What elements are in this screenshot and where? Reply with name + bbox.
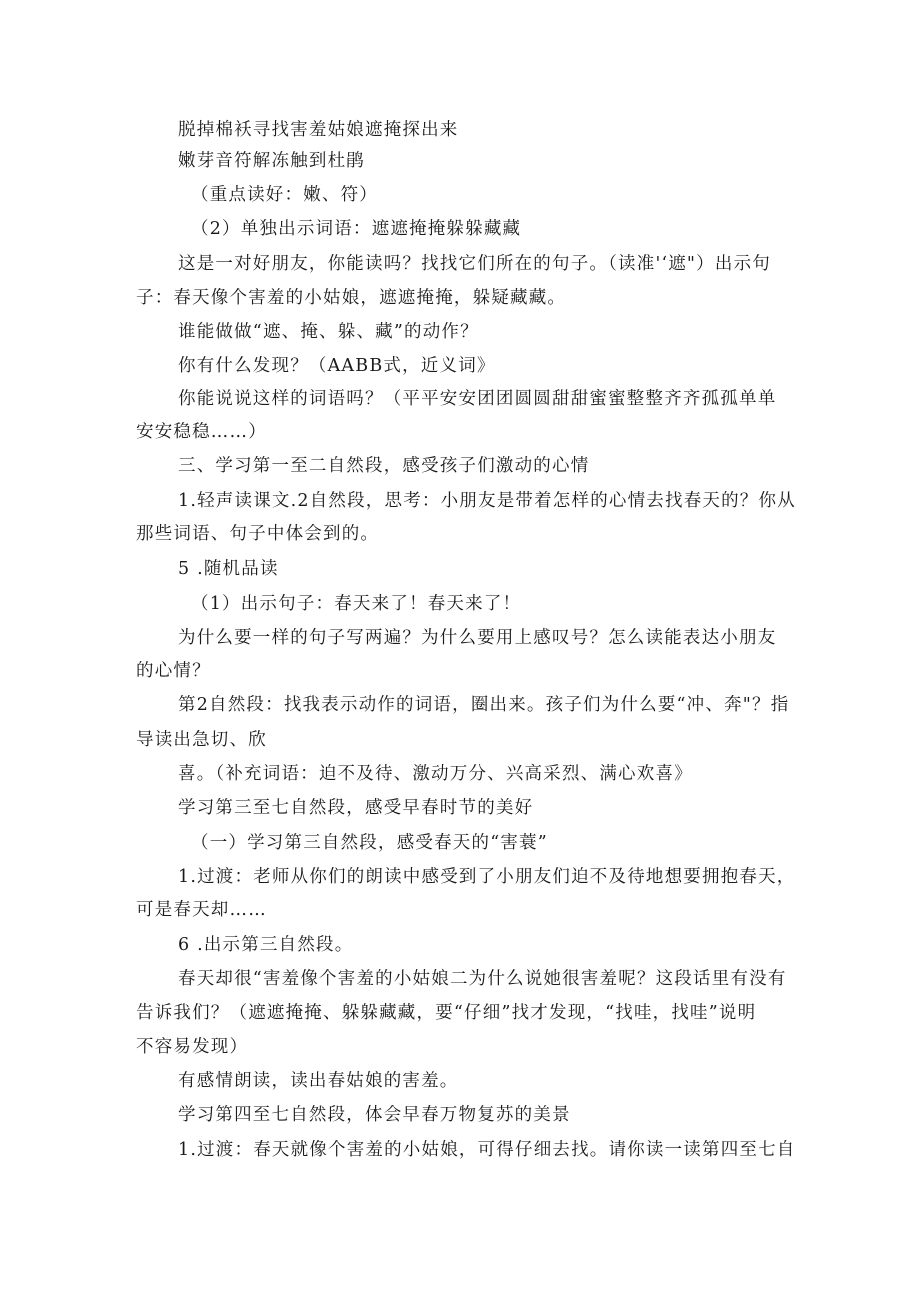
text-line: 你能说说这样的词语吗？（平平安安团团圆圆甜甜蜜蜜整整齐齐孤孤单单 (178, 389, 777, 409)
text-line: （重点读好：嫩、符） (191, 185, 378, 205)
text-line: 的心情？ (136, 661, 211, 681)
text-line: 谁能做做“遮、掩、躲、藏”的动作？ (178, 322, 479, 342)
text-line: （1）出示句子：春天来了！春天来了！ (191, 594, 522, 614)
text-line: （2）单独出示词语：遮遮掩掩躲躲藏藏 (191, 219, 522, 239)
section-heading: 学习第三至七自然段，感受早春时节的美好 (178, 798, 534, 818)
text-line: 脱掉棉袄寻找害羞姑娘遮掩探出来 (178, 120, 459, 140)
text-line: 第2自然段：找我表示动作的词语，圈出来。孩子们为什么要“冲、奔"？指 (178, 695, 790, 715)
text-line: 1.过渡：春天就像个害羞的小姑娘，可得仔细去找。请你读一读第四至七自 (178, 1140, 796, 1160)
text-line: 这是一对好朋友，你能读吗？找找它们所在的句子。（读准'‘遮"）出示句 (178, 254, 771, 274)
section-heading: 学习第四至七自然段，体会早春万物复苏的美景 (178, 1105, 571, 1125)
text-line: 为什么要一样的句子写两遍？为什么要用上感叹号？怎么读能表达小朋友 (178, 628, 777, 648)
text-line: 可是春天却…… (136, 900, 267, 920)
text-line: （一）学习第三自然段，感受春天的“害蓑” (191, 833, 548, 853)
text-line: 你有什么发现？（AABB式，近义词》 (178, 356, 496, 376)
text-line: 告诉我们？（遮遮掩掩、躲躲藏藏，要“仔细”找才发现，“找哇，找哇”说明 (136, 1003, 757, 1023)
text-line: 6 .出示第三自然段。 (178, 935, 354, 955)
text-line: 春天却很“害羞像个害羞的小姑娘二为什么说她很害羞呢？这段话里有没有 (178, 969, 787, 989)
text-line: 有感情朗读，读出春姑娘的害羞。 (178, 1071, 459, 1091)
text-line: 导读出急切、欣 (136, 730, 267, 750)
text-line: 1.过渡：老师从你们的朗读中感受到了小朋友们迫不及待地想要拥抱春天， (178, 867, 796, 887)
text-line: 不容易发现） (136, 1037, 249, 1057)
section-heading: 三、学习第一至二自然段，感受孩子们激动的心情 (178, 456, 590, 476)
text-line: 嫩芽音符解冻触到杜鹃 (178, 151, 365, 171)
text-line: 5 .随机品读 (178, 559, 279, 579)
text-line: 那些词语、句子中体会到的。 (136, 524, 380, 544)
text-line: 安安稳稳……） (136, 422, 267, 442)
text-line: 子：春天像个害羞的小姑娘，遮遮掩掩，躲疑藏藏。 (136, 288, 567, 308)
text-line: 1.轻声读课文.2自然段，思考：小朋友是带着怎样的心情去找春天的？你从 (178, 491, 796, 511)
text-line: 喜。（补充词语：迫不及待、激动万分、兴高采烈、满心欢喜》 (178, 764, 693, 784)
